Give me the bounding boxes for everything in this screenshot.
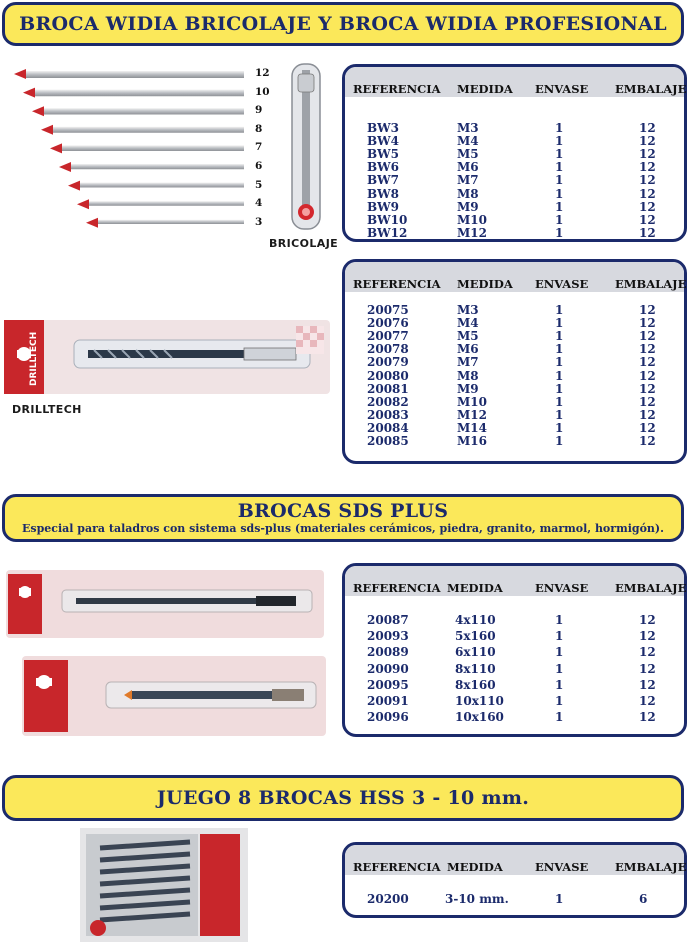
table-sds-plus bbox=[342, 563, 687, 737]
cell-embalaje: 12 bbox=[639, 661, 656, 676]
cell-embalaje: 12 bbox=[639, 710, 656, 725]
cell-referencia: 20077 bbox=[367, 329, 409, 344]
cell-envase: 1 bbox=[555, 420, 564, 435]
cell-medida: M9 bbox=[457, 381, 479, 396]
drill-size-label: 7 bbox=[255, 141, 263, 154]
cell-medida: 3-10 mm. bbox=[445, 892, 509, 906]
drill-bit-shaft bbox=[62, 145, 244, 151]
cell-embalaje: 12 bbox=[639, 629, 656, 644]
cell-medida: M4 bbox=[457, 134, 479, 149]
cell-medida: M5 bbox=[457, 329, 479, 344]
col-header-envase: ENVASE bbox=[535, 581, 589, 595]
cell-referencia: BW6 bbox=[367, 160, 399, 175]
cell-envase: 1 bbox=[555, 677, 564, 692]
cell-medida: 10x160 bbox=[455, 710, 504, 725]
drill-size-label: 12 bbox=[255, 67, 270, 79]
section-title-hss: JUEGO 8 BROCAS HSS 3 - 10 mm. bbox=[156, 787, 530, 809]
cell-envase: 1 bbox=[555, 394, 564, 409]
cell-referencia: 20095 bbox=[367, 677, 409, 692]
cell-embalaje: 12 bbox=[639, 694, 656, 708]
cell-medida: M4 bbox=[457, 316, 479, 331]
cell-medida: 5x160 bbox=[455, 629, 496, 644]
cell-envase: 1 bbox=[555, 186, 564, 201]
cell-referencia: 20078 bbox=[367, 342, 409, 357]
cell-envase: 1 bbox=[555, 329, 564, 344]
drill-bit-shaft bbox=[35, 90, 244, 97]
drill-bit-shaft bbox=[98, 220, 244, 224]
cell-referencia: 20082 bbox=[367, 394, 409, 409]
section-title-widia: BROCA WIDIA BRICOLAJE Y BROCA WIDIA PROFESIONAL bbox=[19, 13, 667, 35]
cell-envase: 1 bbox=[555, 316, 564, 331]
col-header-referencia: REFERENCIA bbox=[353, 860, 441, 874]
drill-bit-tip bbox=[68, 181, 80, 191]
col-header-medida: MEDIDA bbox=[447, 581, 503, 595]
cell-embalaje: 6 bbox=[639, 892, 648, 906]
cell-embalaje: 12 bbox=[639, 613, 656, 627]
cell-embalaje: 12 bbox=[639, 199, 656, 214]
caption-bricolaje: BRICOLAJE bbox=[269, 237, 339, 250]
cell-embalaje: 12 bbox=[639, 381, 656, 396]
drill-bit-shaft bbox=[80, 183, 244, 188]
cell-referencia: 20076 bbox=[367, 316, 409, 331]
drill-size-label: 5 bbox=[255, 178, 263, 191]
drill-size-label: 4 bbox=[255, 197, 263, 210]
drill-bits-illustration bbox=[4, 60, 284, 240]
cell-envase: 1 bbox=[555, 355, 564, 370]
cell-referencia: 20083 bbox=[367, 407, 409, 422]
cell-medida: M3 bbox=[457, 303, 479, 317]
drill-bit-tip bbox=[77, 199, 89, 209]
cell-embalaje: 12 bbox=[639, 329, 656, 344]
cell-medida: 8x160 bbox=[455, 677, 496, 692]
hss-set-image bbox=[80, 828, 248, 942]
cell-embalaje: 12 bbox=[639, 186, 656, 201]
cell-embalaje: 12 bbox=[639, 368, 656, 383]
cell-envase: 1 bbox=[555, 368, 564, 383]
drill-bit-tip bbox=[23, 88, 35, 98]
cell-referencia: 20089 bbox=[367, 645, 409, 660]
cell-referencia: 20093 bbox=[367, 629, 409, 644]
col-header-referencia: REFERENCIA bbox=[353, 581, 441, 595]
sds-blister-image-2 bbox=[22, 656, 326, 738]
table-bricolaje bbox=[342, 64, 687, 242]
cell-referencia: BW3 bbox=[367, 121, 399, 135]
cell-embalaje: 12 bbox=[639, 645, 656, 660]
cell-embalaje: 12 bbox=[639, 677, 656, 692]
drill-size-label: 9 bbox=[255, 104, 263, 117]
cell-envase: 1 bbox=[555, 212, 564, 227]
cell-medida: M9 bbox=[457, 199, 479, 214]
cell-medida: M14 bbox=[457, 420, 487, 435]
cell-referencia: 20087 bbox=[367, 613, 409, 627]
cell-referencia: 20080 bbox=[367, 368, 409, 383]
cell-medida: 8x110 bbox=[455, 661, 496, 676]
cell-referencia: 20075 bbox=[367, 303, 409, 317]
sds-blister-image-1 bbox=[6, 570, 324, 640]
cell-envase: 1 bbox=[555, 407, 564, 422]
drill-bit-shaft bbox=[53, 127, 244, 133]
drill-bit-tip bbox=[41, 125, 53, 135]
cell-referencia: BW9 bbox=[367, 199, 399, 214]
cell-referencia: BW8 bbox=[367, 186, 399, 201]
cell-envase: 1 bbox=[555, 661, 564, 676]
col-header-medida: MEDIDA bbox=[457, 82, 513, 96]
drill-size-label: 6 bbox=[255, 160, 263, 172]
cell-referencia: 20091 bbox=[367, 694, 409, 708]
cell-medida: M8 bbox=[457, 186, 479, 201]
bricolaje-package-image bbox=[284, 60, 334, 235]
cell-envase: 1 bbox=[555, 342, 564, 357]
cell-referencia: BW12 bbox=[367, 225, 408, 240]
cell-embalaje: 12 bbox=[639, 342, 656, 357]
drill-bit-shaft bbox=[44, 108, 244, 114]
cell-referencia: BW5 bbox=[367, 147, 399, 162]
cell-medida: M12 bbox=[457, 225, 487, 240]
col-header-referencia: REFERENCIA bbox=[353, 82, 441, 96]
section-banner-hss bbox=[2, 775, 684, 821]
svg-text:DRILLTECH: DRILLTECH bbox=[29, 331, 39, 386]
section-banner-widia bbox=[2, 2, 684, 46]
col-header-embalaje: EMBALAJE bbox=[615, 581, 687, 595]
cell-envase: 1 bbox=[555, 121, 564, 135]
cell-embalaje: 12 bbox=[639, 212, 656, 227]
col-header-embalaje: EMBALAJE bbox=[615, 860, 687, 874]
cell-referencia: BW4 bbox=[367, 134, 399, 149]
col-header-medida: MEDIDA bbox=[457, 277, 513, 291]
cell-envase: 1 bbox=[555, 160, 564, 175]
cell-embalaje: 12 bbox=[639, 147, 656, 162]
cell-medida: M16 bbox=[457, 434, 487, 448]
cell-medida: M6 bbox=[457, 342, 479, 357]
drill-bit-tip bbox=[50, 143, 62, 153]
cell-embalaje: 12 bbox=[639, 394, 656, 409]
section-title-sds: BROCAS SDS PLUS bbox=[237, 500, 449, 522]
table-profesional bbox=[342, 259, 687, 464]
cell-embalaje: 12 bbox=[639, 303, 656, 317]
cell-medida: M7 bbox=[457, 355, 479, 370]
drill-bit-tip bbox=[14, 69, 26, 79]
cell-envase: 1 bbox=[555, 147, 564, 162]
drilltech-blister-image bbox=[4, 318, 330, 396]
cell-referencia: 20084 bbox=[367, 420, 409, 435]
cell-embalaje: 12 bbox=[639, 173, 656, 188]
cell-envase: 1 bbox=[555, 434, 564, 448]
cell-medida: M3 bbox=[457, 121, 479, 135]
cell-envase: 1 bbox=[555, 613, 564, 627]
col-header-referencia: REFERENCIA bbox=[353, 277, 441, 291]
drill-bit-tip bbox=[59, 162, 71, 172]
cell-envase: 1 bbox=[555, 892, 564, 906]
cell-envase: 1 bbox=[555, 225, 564, 240]
cell-medida: M10 bbox=[457, 212, 487, 227]
cell-envase: 1 bbox=[555, 645, 564, 660]
cell-envase: 1 bbox=[555, 710, 564, 725]
cell-embalaje: 12 bbox=[639, 225, 656, 240]
cell-embalaje: 12 bbox=[639, 160, 656, 175]
cell-envase: 1 bbox=[555, 173, 564, 188]
cell-medida: 4x110 bbox=[455, 613, 496, 627]
cell-envase: 1 bbox=[555, 303, 564, 317]
cell-embalaje: 12 bbox=[639, 420, 656, 435]
cell-embalaje: 12 bbox=[639, 355, 656, 370]
cell-medida: M7 bbox=[457, 173, 479, 188]
cell-medida: M12 bbox=[457, 407, 487, 422]
cell-medida: M8 bbox=[457, 368, 479, 383]
cell-referencia: 20079 bbox=[367, 355, 409, 370]
table-hss bbox=[342, 842, 687, 918]
cell-medida: 10x110 bbox=[455, 694, 504, 708]
drill-size-label: 3 bbox=[255, 215, 263, 228]
col-header-medida: MEDIDA bbox=[447, 860, 503, 874]
cell-referencia: 20085 bbox=[367, 434, 409, 448]
caption-drilltech: DRILLTECH bbox=[12, 403, 82, 416]
col-header-embalaje: EMBALAJE bbox=[615, 82, 687, 96]
cell-envase: 1 bbox=[555, 629, 564, 644]
cell-referencia: BW7 bbox=[367, 173, 399, 188]
cell-medida: M5 bbox=[457, 147, 479, 162]
drill-bit-shaft bbox=[26, 71, 244, 78]
cell-referencia: 20096 bbox=[367, 710, 409, 725]
cell-embalaje: 12 bbox=[639, 316, 656, 331]
cell-medida: M6 bbox=[457, 160, 479, 175]
cell-embalaje: 12 bbox=[639, 407, 656, 422]
drill-size-label: 10 bbox=[255, 85, 270, 98]
cell-referencia: 20081 bbox=[367, 381, 409, 396]
cell-embalaje: 12 bbox=[639, 134, 656, 149]
drill-bit-tip bbox=[32, 106, 44, 116]
cell-medida: M10 bbox=[457, 394, 487, 409]
cell-embalaje: 12 bbox=[639, 121, 656, 135]
cell-embalaje: 12 bbox=[639, 434, 656, 448]
section-subtitle-sds: Especial para taladros con sistema sds-plus (materiales cerámicos, piedra, granito, marmol, hormigón). bbox=[22, 522, 664, 535]
drill-bit-shaft bbox=[89, 201, 244, 206]
drill-bit-shaft bbox=[71, 164, 244, 169]
cell-envase: 1 bbox=[555, 694, 564, 708]
section-banner-sds bbox=[2, 494, 684, 542]
drill-size-label: 8 bbox=[255, 122, 263, 135]
col-header-embalaje: EMBALAJE bbox=[615, 277, 687, 291]
cell-referencia: 20200 bbox=[367, 892, 409, 906]
cell-envase: 1 bbox=[555, 199, 564, 214]
col-header-envase: ENVASE bbox=[535, 82, 589, 96]
col-header-envase: ENVASE bbox=[535, 860, 589, 874]
cell-medida: 6x110 bbox=[455, 645, 496, 660]
col-header-envase: ENVASE bbox=[535, 277, 589, 291]
cell-envase: 1 bbox=[555, 134, 564, 149]
cell-referencia: 20090 bbox=[367, 661, 409, 676]
cell-envase: 1 bbox=[555, 381, 564, 396]
cell-referencia: BW10 bbox=[367, 212, 408, 227]
drill-bit-tip bbox=[86, 218, 98, 228]
